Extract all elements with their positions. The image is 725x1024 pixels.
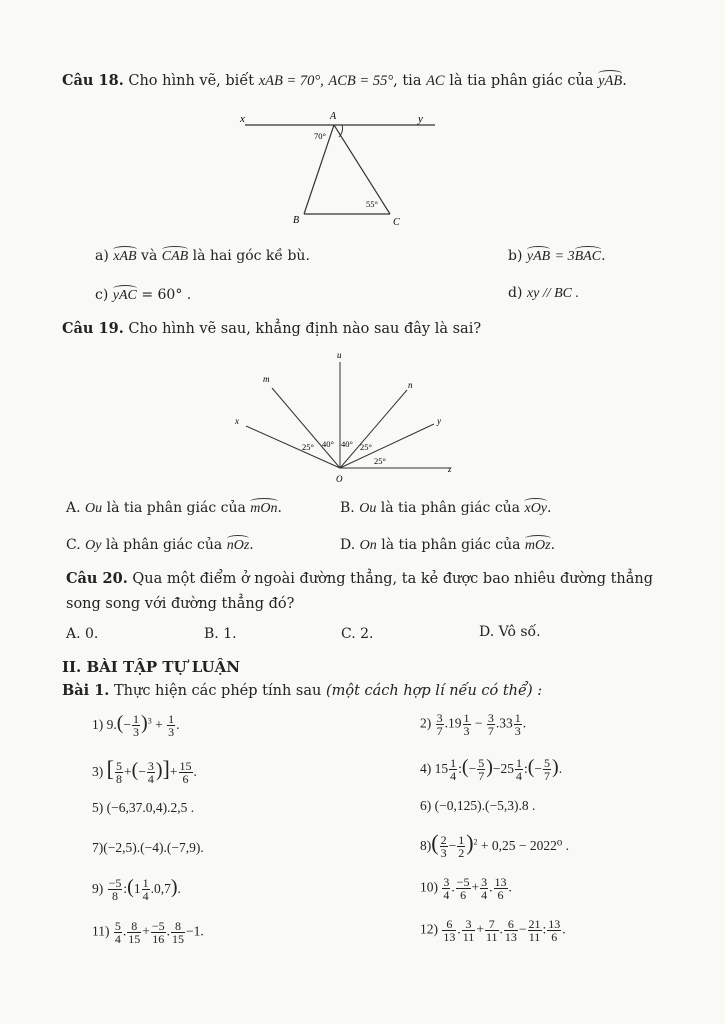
exercise-4: 4) 15 $\frac{1}{4}$ :(− $\frac{5}{7}$ )−25 $\frac{1}{4}$ :(− $\frac{5}{7}$ ). — [420, 756, 563, 784]
exercise-10: 10) $\frac{3}{4}$ . $\frac{-5}{6}$ + $\frac{3}{4}$ . $\frac{13}{6}$ . — [420, 875, 512, 902]
label-y-19: y — [437, 416, 441, 426]
question-20-text1: Qua một điểm ở ngoài đường thẳng, ta kẻ được bao nhiêu đường thẳng — [132, 571, 654, 587]
label-angle-mou: 40° — [322, 439, 334, 449]
angle-mon: mOn — [250, 501, 278, 516]
option-19d-text: là tia phân giác của — [381, 537, 521, 553]
question-18 — [62, 72, 627, 90]
option-18a[interactable] — [95, 248, 310, 265]
bai-1-text: Thực hiện các phép tính sau — [113, 683, 322, 699]
label-u: u — [337, 350, 342, 360]
option-18a-text: là hai góc kề bù. — [192, 248, 310, 264]
exercise-7-expr: (−2,5).(−4).(−7,9). — [103, 840, 204, 855]
question-18-text3: là tia phân giác của — [449, 73, 594, 89]
option-18c[interactable] — [95, 287, 191, 304]
label-m: m — [263, 374, 270, 384]
exercise-6-expr: (−0,125).(−5,3).8 . — [434, 798, 536, 813]
option-18c-eq: = 60° . — [141, 287, 192, 303]
exercise-5-number: 5) — [92, 800, 104, 815]
option-18b[interactable] — [508, 248, 606, 265]
label-angle-70: 70° — [314, 131, 326, 141]
label-angle-xom: 25° — [302, 442, 314, 452]
exercise-1-number: 1) — [92, 717, 104, 732]
question-18-text: Cho hình vẽ, biết — [128, 73, 255, 89]
angle-noz: nOz — [226, 538, 250, 553]
exercise-8: 8)( $\frac{2}{3}$ − $\frac{1}{2}$ )$^2$ + 0,25 − 2022⁰ . — [420, 830, 570, 861]
option-19a-prefix: A. — [66, 500, 81, 516]
exercise-11-number: 11) — [92, 923, 110, 939]
exercise-11: 11) $\frac{5}{4}$ . $\frac{8}{15}$ + $\frac{-5}{16}$ . $\frac{8}{15}$ −1. — [92, 919, 204, 946]
label-c: C — [393, 217, 400, 228]
option-19b-end: . — [547, 500, 552, 516]
label-y: y — [418, 113, 423, 125]
exercise-8-tail: + 0,25 − 2022⁰ . — [480, 838, 570, 853]
exercise-9-number: 9) — [92, 881, 104, 896]
option-19d[interactable] — [340, 537, 555, 554]
option-19a[interactable] — [66, 500, 282, 517]
segment-ac — [334, 125, 390, 214]
exercise-2: 2) $\frac{3}{7}$ .19 $\frac{1}{3}$ − $\frac{3}{7}$ .33 $\frac{1}{3}$ . — [420, 711, 527, 738]
option-19b-ray: Ou — [359, 501, 377, 516]
option-20b[interactable]: B. 1. — [204, 626, 237, 642]
option-19c-ray: Oy — [85, 538, 102, 553]
exercise-6-number: 6) — [420, 798, 432, 813]
option-19b[interactable] — [340, 500, 551, 517]
angle-xab: xAB — [113, 249, 137, 264]
option-19c[interactable] — [66, 537, 254, 554]
angle-yac: yAC — [112, 288, 137, 303]
option-20d[interactable]: D. Vô số. — [479, 624, 541, 640]
option-19d-end: . — [550, 537, 556, 553]
given-angle-xab: xAB = 70°, — [258, 73, 324, 89]
option-18c-prefix: c) — [95, 287, 109, 303]
option-18a-prefix: a) — [95, 248, 109, 264]
label-angle-55: 55° — [366, 199, 378, 209]
option-19c-end: . — [249, 537, 254, 553]
option-19d-ray: On — [359, 538, 377, 553]
option-19d-prefix: D. — [340, 537, 356, 553]
question-18-label: Câu 18. — [62, 72, 124, 89]
angle-yab-b: yAB — [526, 249, 551, 264]
angle-mark-a — [339, 125, 343, 137]
option-20a[interactable]: A. 0. — [66, 626, 99, 642]
question-19-label: Câu 19. — [62, 320, 124, 337]
option-19a-text: là tia phân giác của — [106, 500, 246, 516]
angle-cab: CAB — [161, 249, 189, 264]
question-20-label: Câu 20. — [66, 570, 128, 587]
label-angle-noy: 25° — [360, 442, 372, 452]
label-angle-yoz: 25° — [374, 456, 386, 466]
question-19-text: Cho hình vẽ sau, khẳng định nào sau đây là sai? — [128, 321, 482, 337]
exercise-5 — [92, 800, 194, 816]
exercise-12: 12) $\frac{6}{13}$ . $\frac{3}{11}$ + $\frac{7}{11}$ . $\frac{6}{13}$ − $\frac{21}{11}$ : $\frac{13}{6}$ . — [420, 917, 566, 944]
option-19a-ray: Ou — [85, 501, 103, 516]
option-18d-prefix: d) — [508, 285, 523, 301]
rays-figure — [228, 348, 468, 486]
label-x: x — [240, 113, 245, 125]
angle-bac: BAC — [574, 249, 602, 264]
label-x-19: x — [235, 416, 239, 426]
label-z: z — [448, 464, 452, 474]
bai-1-note: (một cách hợp lí nếu có thể) : — [325, 683, 543, 699]
option-19c-prefix: C. — [66, 537, 81, 553]
ray-oy — [340, 424, 434, 468]
option-18b-end: . — [601, 248, 606, 264]
triangle-figure — [230, 108, 440, 228]
bai-1-heading — [62, 682, 542, 699]
exercise-9: 9) $\frac{-5}{8}$ :(1 $\frac{1}{4}$ .0,7). — [92, 876, 181, 904]
question-19 — [62, 320, 481, 337]
question-20-text2: song song với đường thẳng đó? — [66, 596, 295, 612]
exercise-3: 3) [ $\frac{5}{8}$ +(− $\frac{3}{4}$ )]+ $\frac{15}{6}$ . — [92, 756, 197, 787]
option-18a-mid: và — [141, 248, 158, 264]
label-n: n — [408, 380, 413, 390]
exercise-7-number: 7) — [92, 840, 104, 855]
option-18d[interactable] — [508, 285, 579, 302]
option-18d-text: xy // BC . — [526, 286, 579, 301]
option-19a-end: . — [277, 500, 282, 516]
option-20c[interactable]: C. 2. — [341, 626, 374, 642]
option-18b-prefix: b) — [508, 248, 523, 264]
given-angle-acb: ACB = 55° — [328, 73, 394, 89]
option-19b-text: là tia phân giác của — [380, 500, 521, 516]
option-18b-eq: = 3 — [554, 249, 575, 264]
exercise-5-expr: (−6,37.0,4).2,5 . — [106, 800, 195, 815]
exercise-4-number: 4) — [420, 761, 432, 776]
question-18-text2: , tia — [393, 73, 422, 89]
label-o: O — [336, 474, 343, 484]
exercise-2-number: 2) — [420, 715, 432, 731]
label-b: B — [293, 215, 300, 226]
exercise-8-number: 8) — [420, 838, 432, 853]
exercise-6 — [420, 798, 535, 814]
angle-xoy: xOy — [524, 501, 548, 516]
exercise-12-number: 12) — [420, 921, 438, 937]
question-20 — [66, 570, 653, 587]
exercise-3-number: 3) — [92, 764, 104, 779]
ray-om — [272, 388, 340, 468]
angle-moz: mOz — [524, 538, 551, 553]
ray-ac: AC — [426, 73, 445, 89]
bai-1-label: Bài 1. — [62, 682, 110, 699]
label-angle-uon: 40° — [341, 439, 353, 449]
section-title: II. BÀI TẬP TỰ LUẬN — [62, 658, 240, 676]
question-18-end: . — [622, 73, 627, 89]
exercise-10-number: 10) — [420, 879, 438, 895]
label-a: A — [330, 111, 337, 122]
angle-yab: yAB — [598, 73, 623, 89]
exercise-7 — [92, 840, 204, 856]
exercise-1: 1) 9.(− $\frac{1}{3}$ )$^3$ + $\frac{1}{3}$ . — [92, 712, 180, 740]
option-19b-prefix: B. — [340, 500, 355, 516]
option-19c-text: là phân giác của — [105, 537, 223, 553]
